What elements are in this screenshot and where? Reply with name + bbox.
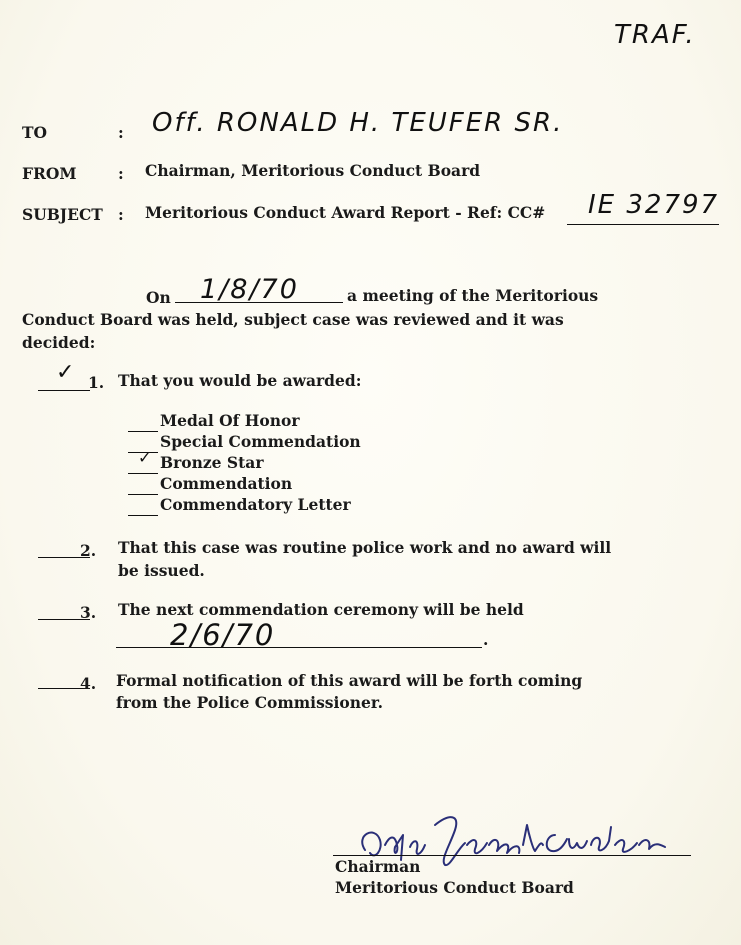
award-blank-3 xyxy=(128,473,158,474)
meeting-date-handwritten: 1/8/70 xyxy=(200,274,299,305)
to-colon: : xyxy=(118,123,124,142)
subject-value: Meritorious Conduct Award Report - Ref: CC# xyxy=(145,203,546,222)
award-special-commendation: Special Commendation xyxy=(160,432,361,451)
ceremony-date-period: . xyxy=(483,630,489,649)
subject-label: SUBJECT xyxy=(22,205,103,224)
award-bronze-star: Bronze Star xyxy=(160,453,264,472)
item-3-text: The next commendation ceremony will be held xyxy=(118,600,524,619)
ceremony-date-handwritten: 2/6/70 xyxy=(170,618,276,652)
to-recipient-handwritten: Off. RONALD H. TEUFER SR. xyxy=(152,108,564,138)
item-1-text: That you would be awarded: xyxy=(118,371,362,390)
from-value: Chairman, Meritorious Conduct Board xyxy=(145,161,481,180)
intro-line-3: decided: xyxy=(22,333,96,352)
item-4-text: Formal notification of this award will be forth coming xyxy=(116,671,583,690)
item-1-number: 1. xyxy=(88,373,105,392)
item-2-number: 2. xyxy=(80,541,97,560)
award-medal-of-honor: Medal Of Honor xyxy=(160,411,300,430)
item-4-text-line-2: from the Police Commissioner. xyxy=(116,693,384,712)
subject-colon: : xyxy=(118,205,124,224)
meeting-date-underline xyxy=(175,302,343,303)
item-2-text: That this case was routine police work and no award will xyxy=(118,538,612,557)
item-3-number: 3. xyxy=(80,603,97,622)
award-blank-5 xyxy=(128,515,158,516)
signature-line xyxy=(333,855,691,856)
award-blank-1 xyxy=(128,431,158,432)
corner-note: TRAF. xyxy=(614,20,696,50)
award-commendation: Commendation xyxy=(160,474,293,493)
item-1-blank xyxy=(38,390,90,391)
cc-number-handwritten: IE 32797 xyxy=(588,190,720,220)
award-bronze-star-check: ✓ xyxy=(138,448,154,467)
item-1-check: ✓ xyxy=(56,360,77,385)
item-4-number: 4. xyxy=(80,674,97,693)
intro-line-2: Conduct Board was held, subject case was reviewed and it was xyxy=(22,310,564,329)
item-2-text-line-2: be issued. xyxy=(118,561,205,580)
from-label: FROM xyxy=(22,164,77,183)
intro-on: On xyxy=(146,288,171,307)
to-label: TO xyxy=(22,123,48,142)
award-blank-4 xyxy=(128,494,158,495)
award-commendatory-letter: Commendatory Letter xyxy=(160,495,351,514)
cc-number-underline xyxy=(567,224,719,225)
from-colon: : xyxy=(118,164,124,183)
signature-org: Meritorious Conduct Board xyxy=(335,878,574,897)
signature-title: Chairman xyxy=(335,857,421,876)
intro-rest: a meeting of the Meritorious xyxy=(347,286,599,305)
ceremony-date-underline xyxy=(116,647,482,648)
